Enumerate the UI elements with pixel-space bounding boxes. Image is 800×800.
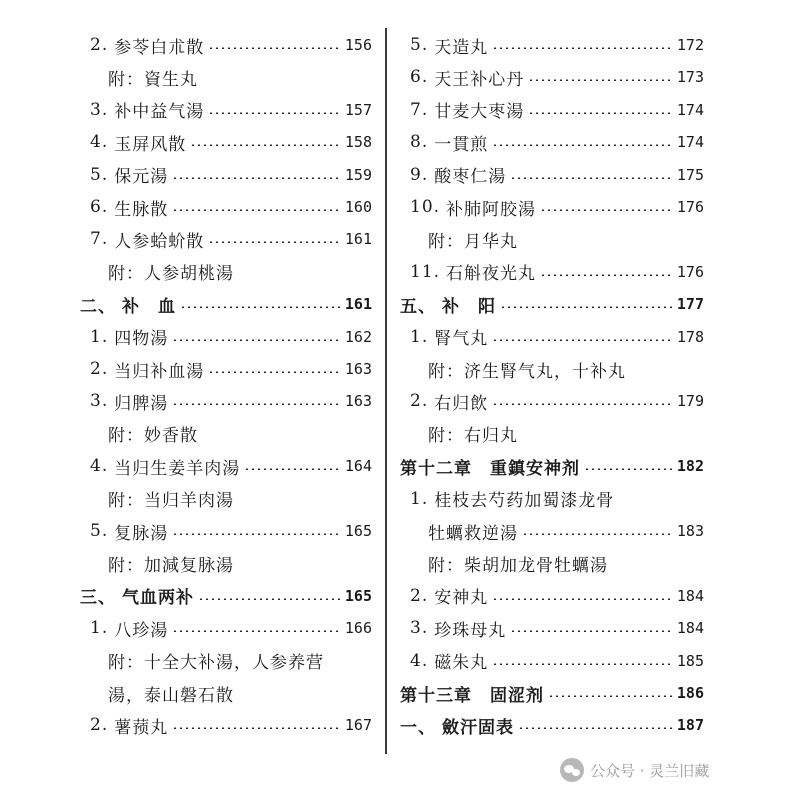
toc-entry-title: 当归生姜羊肉湯	[114, 458, 241, 479]
toc-entry-title: 附：当归羊肉湯	[108, 491, 234, 512]
dot-leader	[208, 47, 341, 49]
toc-entry-page: 177	[676, 295, 704, 314]
toc-entry-page: 176	[676, 262, 704, 281]
dot-leader	[522, 533, 673, 535]
dot-leader	[518, 727, 673, 729]
toc-entry-number: 10.	[410, 197, 441, 217]
toc-entry-number: 2.	[410, 585, 429, 606]
toc-entry-title: 湯，泰山磐石散	[108, 685, 234, 706]
toc-entry	[80, 354, 372, 384]
toc-entry-title: 附：人参胡桃湯	[108, 264, 234, 285]
toc-entry	[80, 289, 372, 319]
toc-entry	[400, 678, 704, 708]
dot-leader	[172, 177, 341, 179]
toc-entry-number: 8.	[410, 132, 429, 153]
toc-entry-number: 2.	[90, 359, 109, 379]
toc-entry-number: 4.	[90, 132, 109, 153]
toc-entry-page: 174	[676, 133, 704, 152]
toc-entry-page: 159	[344, 165, 372, 184]
dot-leader	[172, 630, 341, 632]
toc-entry-title: 磁朱丸	[434, 653, 489, 674]
dot-leader	[492, 403, 673, 405]
toc-entry	[400, 354, 704, 384]
toc-entry-title: 附：資生丸	[108, 69, 198, 90]
dot-leader	[492, 598, 673, 600]
toc-entry	[80, 30, 372, 60]
toc-entry	[400, 322, 704, 352]
dot-leader	[208, 241, 341, 243]
toc-entry-title: 附：月华丸	[428, 231, 518, 252]
toc-entry-title: 附：右归丸	[428, 426, 518, 447]
toc-entry	[400, 516, 704, 546]
toc-entry-page: 158	[344, 133, 372, 152]
toc-entry	[80, 451, 372, 481]
dot-leader	[244, 468, 341, 470]
dot-leader	[510, 630, 673, 632]
watermark	[560, 757, 709, 783]
toc-entry-title: 当归补血湯	[114, 361, 205, 382]
toc-entry-page: 179	[676, 392, 704, 411]
toc-entry	[400, 386, 704, 416]
toc-entry	[400, 710, 704, 740]
dot-leader	[492, 663, 673, 665]
toc-entry-title: 附：妙香散	[108, 426, 198, 447]
toc-entry-number: 7.	[410, 99, 429, 120]
toc-entry	[80, 484, 372, 514]
toc-entry	[80, 386, 372, 416]
toc-entry-number: 5.	[410, 35, 429, 55]
dot-leader	[172, 533, 341, 535]
toc-entry-title: 保元湯	[114, 167, 169, 188]
toc-entry	[80, 613, 372, 643]
wechat-icon	[560, 758, 584, 782]
toc-entry	[400, 581, 704, 611]
toc-entry	[80, 322, 372, 352]
toc-entry-number: 6.	[410, 67, 429, 88]
column-divider	[385, 28, 387, 754]
toc-entry-number: 2.	[90, 35, 109, 55]
toc-entry	[400, 62, 704, 92]
toc-entry-title: 附：柴胡加龙骨牡蠣湯	[428, 555, 608, 576]
toc-entry	[400, 484, 704, 514]
toc-entry	[400, 548, 704, 578]
toc-entry-title: 桂枝去芍药加蜀漆龙骨	[434, 491, 615, 512]
toc-entry-number: 2.	[410, 391, 429, 412]
toc-entry-page: 178	[676, 327, 704, 346]
toc-entry-page: 185	[676, 651, 704, 670]
toc-entry-number: 1.	[90, 326, 109, 347]
toc-entry-page: 156	[344, 36, 372, 54]
toc-entry-number: 11.	[410, 261, 441, 282]
toc-entry	[80, 419, 372, 449]
toc-entry-page: 160	[344, 198, 372, 216]
toc-entry-page: 157	[344, 100, 372, 119]
dot-leader	[208, 112, 341, 114]
toc-entry-title: 腎气丸	[434, 329, 489, 350]
toc-entry	[400, 419, 704, 449]
toc-entry	[80, 581, 372, 611]
toc-entry-page: 175	[676, 165, 704, 184]
toc-entry	[400, 289, 704, 319]
toc-entry	[400, 95, 704, 125]
toc-entry-number: 4.	[90, 456, 109, 477]
toc-entry-title: 附：十全大补湯，人参养营	[108, 653, 324, 674]
toc-entry	[80, 160, 372, 190]
toc-entry	[80, 95, 372, 125]
toc-entry-number: 五、	[400, 296, 436, 317]
dot-leader	[528, 79, 673, 81]
toc-entry-page: 183	[676, 522, 704, 540]
toc-entry	[80, 62, 372, 92]
toc-entry-number: 2.	[90, 715, 109, 736]
watermark-text: 公众号 · 灵兰旧藏	[590, 761, 710, 780]
toc-entry-title: 甘麦大枣湯	[434, 102, 525, 123]
dot-leader	[500, 306, 673, 308]
dot-leader	[528, 112, 673, 114]
toc-entry-title: 安神丸	[434, 588, 489, 609]
toc-entry-title: 附：加減复脉湯	[108, 555, 234, 576]
toc-entry-number: 1.	[410, 326, 429, 347]
toc-entry-page: 167	[344, 716, 372, 735]
toc-entry-number: 3.	[410, 618, 429, 639]
toc-entry-number: 6.	[90, 197, 109, 217]
toc-entry-title: 一貫煎	[434, 134, 489, 155]
toc-entry-title: 天造丸	[434, 37, 489, 58]
toc-entry-title: 补肺阿胶湯	[446, 199, 537, 220]
toc-entry-title: 生脉散	[114, 199, 169, 220]
toc-entry-number: 三、	[80, 588, 116, 609]
toc-entry-title: 补中益气湯	[114, 102, 205, 123]
toc-entry-number: 7.	[90, 229, 109, 250]
dot-leader	[540, 209, 673, 211]
toc-entry-page: 166	[344, 619, 372, 638]
toc-entry	[400, 613, 704, 643]
toc-entry-page: 165	[344, 586, 372, 605]
toc-entry-title: 八珍湯	[114, 620, 169, 641]
toc-entry-title: 归脾湯	[114, 393, 169, 414]
toc-entry-page: 164	[344, 457, 372, 476]
toc-entry-title: 复脉湯	[114, 523, 169, 544]
toc-entry-number: 9.	[410, 164, 429, 185]
dot-leader	[172, 727, 341, 729]
toc-entry-number: 3.	[90, 391, 109, 412]
toc-entry-title: 珍珠母丸	[434, 620, 507, 641]
toc-entry	[400, 451, 704, 481]
toc-entry	[80, 710, 372, 740]
toc-entry-page: 184	[676, 586, 704, 605]
toc-entry-title: 斂汗固表	[442, 717, 514, 738]
toc-entry	[80, 224, 372, 254]
toc-entry-page: 182	[676, 457, 704, 476]
toc-entry-title: 第十二章 重鎮安神剂	[400, 458, 580, 479]
toc-entry	[80, 192, 372, 222]
toc-entry-page: 186	[676, 684, 704, 702]
toc-entry-page: 187	[676, 716, 704, 735]
toc-entry-page: 173	[676, 68, 704, 87]
dot-leader	[492, 47, 673, 49]
toc-entry	[400, 224, 704, 254]
dot-leader	[172, 209, 341, 211]
toc-entry-number: 5.	[90, 521, 109, 541]
toc-entry-page: 163	[344, 360, 372, 378]
toc-entry-page: 174	[676, 100, 704, 119]
dot-leader	[172, 339, 341, 341]
dot-leader	[492, 339, 673, 341]
toc-entry-number: 5.	[90, 164, 109, 185]
dot-leader	[190, 144, 341, 146]
toc-entry	[400, 160, 704, 190]
toc-entry-title: 第十三章 固涩剂	[400, 685, 544, 706]
toc-entry-number: 1.	[90, 618, 109, 639]
toc-entry-title: 补 阳	[442, 296, 496, 317]
dot-leader	[172, 403, 341, 405]
toc-entry	[400, 127, 704, 157]
toc-entry	[400, 30, 704, 60]
toc-entry-page: 172	[676, 36, 704, 54]
toc-entry-title: 牡蠣救逆湯	[428, 523, 518, 544]
dot-leader	[180, 306, 341, 308]
toc-entry-title: 附：济生腎气丸，十补丸	[428, 361, 626, 382]
toc-entry-page: 161	[344, 230, 372, 249]
toc-entry-title: 薯蓣丸	[114, 717, 169, 738]
toc-entry-number: 1.	[410, 488, 429, 509]
toc-entry-title: 四物湯	[114, 329, 169, 350]
toc-entry	[400, 646, 704, 676]
toc-entry	[80, 646, 372, 676]
toc-entry-title: 石斛夜光丸	[446, 264, 537, 285]
toc-entry-page: 165	[344, 522, 372, 540]
toc-entry	[80, 257, 372, 287]
dot-leader	[208, 371, 341, 373]
toc-entry-page: 163	[344, 392, 372, 411]
dot-leader	[540, 274, 673, 276]
toc-entry-title: 补 血	[122, 296, 176, 317]
toc-entry-title: 气血两补	[122, 588, 194, 609]
toc-entry	[400, 257, 704, 287]
toc-entry-title: 右归飲	[434, 393, 489, 414]
toc-entry-page: 176	[676, 198, 704, 216]
toc-entry-title: 人参蛤蚧散	[114, 231, 205, 252]
toc-entry-page: 161	[344, 295, 372, 314]
toc-entry-page: 162	[344, 327, 372, 346]
toc-entry	[80, 516, 372, 546]
dot-leader	[584, 468, 673, 470]
dot-leader	[492, 144, 673, 146]
dot-leader	[510, 177, 673, 179]
toc-entry-title: 参苓白朮散	[114, 37, 205, 58]
toc-entry-title: 酸枣仁湯	[434, 167, 507, 188]
toc-entry-page: 184	[676, 619, 704, 638]
toc-entry-number: 3.	[90, 99, 109, 120]
toc-entry-title: 玉屏风散	[114, 134, 187, 155]
dot-leader	[198, 598, 341, 600]
toc-entry-number: 二、	[80, 296, 116, 317]
toc-entry	[400, 192, 704, 222]
toc-entry	[80, 127, 372, 157]
toc-entry-number: 4.	[410, 650, 429, 671]
toc-entry	[80, 548, 372, 578]
toc-entry-title: 天王补心丹	[434, 69, 525, 90]
dot-leader	[548, 695, 673, 697]
toc-entry-number: 一、	[400, 717, 436, 738]
toc-entry	[80, 678, 372, 708]
